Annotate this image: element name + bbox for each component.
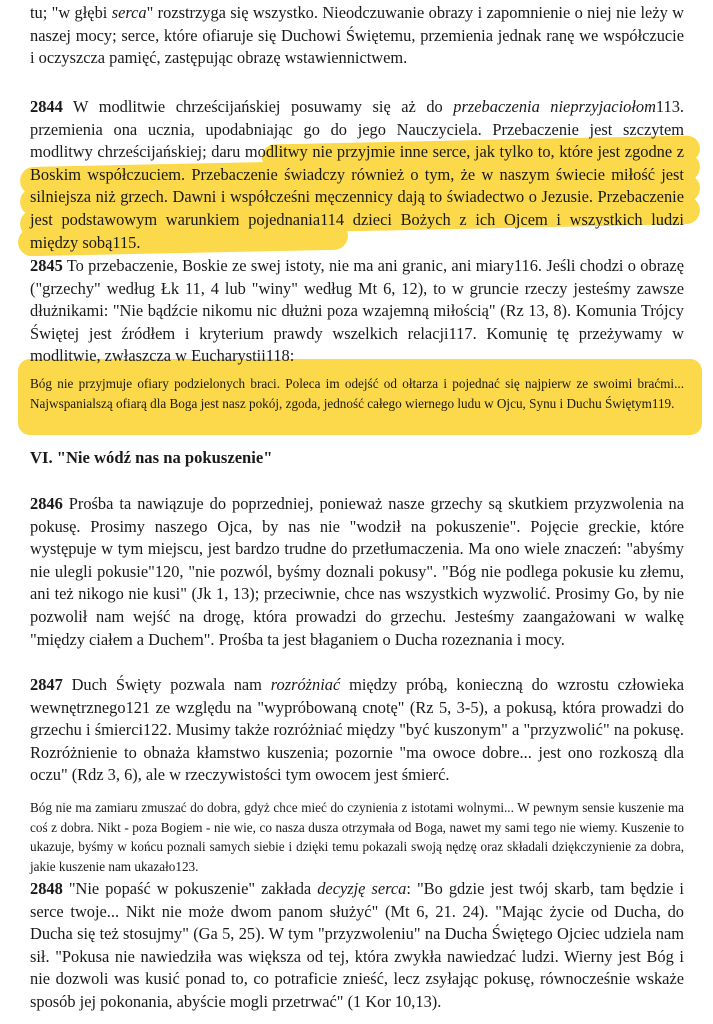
paragraph-number: 2848: [30, 879, 63, 898]
paragraph-number: 2846: [30, 494, 63, 513]
paragraph-number: 2847: [30, 675, 63, 694]
quote-block: Bóg nie ma zamiaru zmuszać do dobra, gdyż chce mieć do czynienia z istotami wolnymi... W pewnym sensie kuszenie ma coś z dobra. Nikt - poza Bogiem - nie wie, co nasza dusza otrzymała od Boga, nawet my sami tego nie wiemy. Kuszenie to ukazuje, byśmy w końcu poznali samych siebie i dzięki temu pokazali swoją nędzę oraz składali dziękczynienie za dobra, jakie kuszenie nam ukazało123.: [30, 800, 684, 874]
paragraph-2845: 2845 To przebaczenie, Boskie ze swej istoty, nie ma ani granic, ani miary116. Jeśli chodzi o obrazę ("grzechy" według Łk 11, 4 lub "winy" według Mt 6, 12), to w gruncie rzeczy jesteśmy zawsze dłużnikami: "Nie bądźcie nikomu nic dłużni poza wzajemną miłością" (Rz 13, 8). Komunia Trójcy Świętej jest źródłem i kryterium prawdy wszelkich relacji117. Komunię tę przeżywamy w modlitwie, zwłaszcza w Eucharystii118:: [30, 256, 684, 366]
paragraph-2844: 2844 W modlitwie chrześcijańskiej posuwamy się aż do przebaczenia nieprzyjaciołom113. przemienia ona ucznia, upodabniając go do jego Nauczyciela. Przebaczenie jest szczytem modlitwy chrześcijańskiej; daru modlitwy nie przyjmie inne serce, jak tylko to, które jest zgodne z Boskim współczuciem. Przebaczenie świadczy również o tym, że w naszym świecie miłość jest silniejsza niż grzech. Dawni i współcześni męczennicy dają to świadectwo o Jezusie. Przebaczenie jest podstawowym warunkiem pojednania114 dzieci Bożych z ich Ojcem i wszystkich ludzi między sobą115.: [30, 97, 684, 252]
paragraph-2848: 2848 "Nie popaść w pokuszenie" zakłada decyzję serca: "Bo gdzie jest twój skarb, tam będzie i serce twoje... Nikt nie może dwom panom służyć" (Mt 6, 21. 24). "Mając życie od Ducha, do Ducha się też stosujmy" (Ga 5, 25). W tym "przyzwoleniu" na Ducha Świętego Ojciec udziela nam sił. "Pokusa nie nawiedziła was większa od tej, która zwykła nawiedzać ludzi. Wierny jest Bóg i nie dozwoli was kusić ponad to, co potraficie znieść, lecz zsyłając pokusę, równocześnie wskaże sposób jej pokonania, abyście mogli przetrwać" (1 Kor 10,13).: [30, 879, 684, 1011]
section-heading: VI. "Nie wódź nas na pokuszenie": [30, 448, 273, 467]
quote-block: Bóg nie przyjmuje ofiary podzielonych braci. Poleca im odejść od ołtarza i pojednać się najpierw ze swoimi braćmi... Najwspanialszą ofiarą dla Boga jest nasz pokój, zgoda, jedność całego wiernego ludu w Ojcu, Synu i Duchu Świętym119.: [30, 376, 684, 411]
paragraph-2847: 2847 Duch Święty pozwala nam rozróżniać między próbą, konieczną do wzrostu człowieka wewnętrznego121 ze względu na "wypróbowaną cnotę" (Rz 5, 3-5), a pokusą, która prowadzi do grzechu i śmierci122. Musimy także rozróżniać między "być kuszonym" a "przyzwolić" na pokusę. Rozróżnienie to obnaża kłamstwo kuszenia; pozornie "ma owoce dobre... jest ono rozkoszą dla oczu" (Rdz 3, 6), ale w rzeczywistości tym owocem jest śmierć.: [30, 675, 684, 785]
paragraph-number: 2844: [30, 97, 63, 116]
paragraph-2846: 2846 Prośba ta nawiązuje do poprzedniej, ponieważ nasze grzechy są skutkiem przyzwolenia na pokusę. Prosimy naszego Ojca, by nas nie "wodził na pokuszenie". Pojęcie greckie, które występuje w tym miejscu, jest bardzo trudne do przetłumaczenia. Ma ono wiele znaczeń: "abyśmy nie ulegli pokusie"120, "nie pozwól, byśmy doznali pokusy". "Bóg nie podlega pokusie ku złemu, ani też nikogo nie kusi" (Jk 1, 13); przeciwnie, chce nas wszystkich wyzwolić. Prosimy Go, by nie pozwolił nam wejść na drogę, która prowadzi do grzechu. Jesteśmy zaangażowani w walkę "między ciałem a Duchem". Prośba ta jest błaganiem o Ducha rozeznania i mocy.: [30, 494, 684, 649]
paragraph-number: 2845: [30, 256, 63, 275]
paragraph-continuation: tu; "w głębi serca" rozstrzyga się wszystko. Nieodczuwanie obrazy i zapomnienie o niej nie leży w naszej mocy; serce, które ofiaruje się Duchowi Świętemu, przemienia jednak ranę we współczucie i oczyszcza pamięć, zastępując obrazę wstawiennictwem.: [30, 3, 684, 68]
